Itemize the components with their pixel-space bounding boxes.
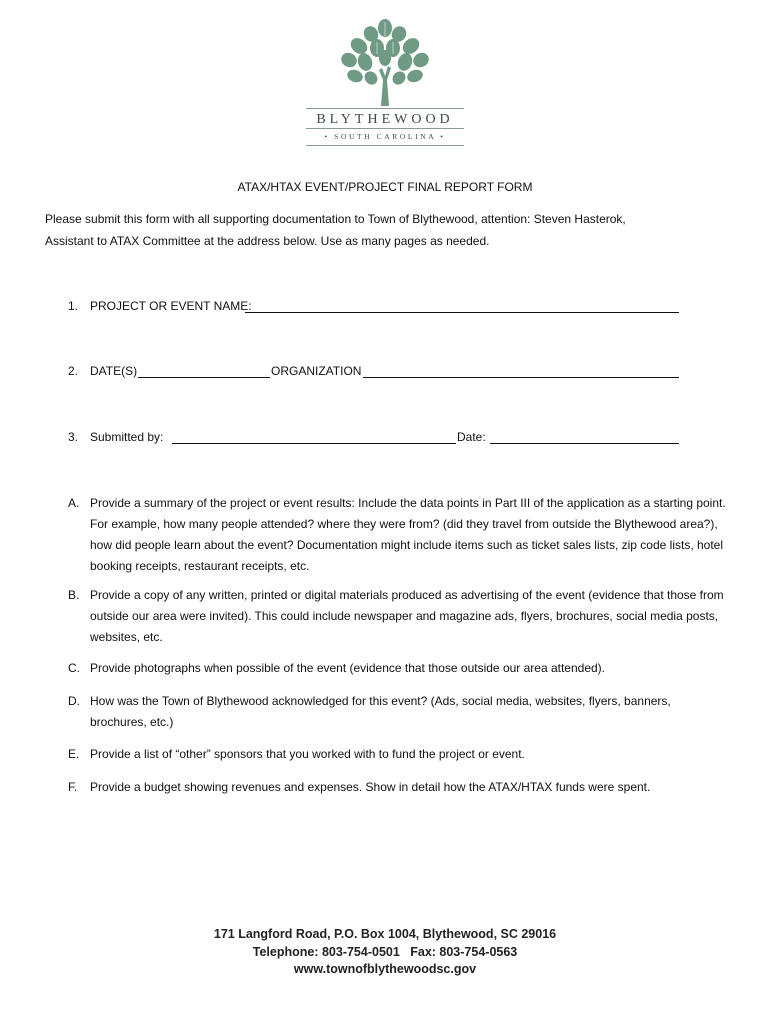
organization-blank[interactable] <box>363 364 679 378</box>
item-text: How was the Town of Blythewood acknowledged for this event? (Ads, social media, websites, flyers, banners, brochures, etc.) <box>90 694 671 729</box>
item-text: Provide a budget showing revenues and expenses. Show in detail how the ATAX/HTAX funds were spent. <box>90 780 651 794</box>
project-name-blank[interactable] <box>245 299 679 313</box>
date-blank[interactable] <box>490 430 679 444</box>
item-letter: A. <box>68 496 80 510</box>
footer-phone: Telephone: 803-754-0501 Fax: 803-754-0563 <box>252 944 518 959</box>
item-text: Provide a list of “other” sponsors that you worked with to fund the project or event. <box>90 747 525 761</box>
submitted-by-blank[interactable] <box>172 430 456 444</box>
field-number: 2. <box>68 364 79 378</box>
item-text: Provide a summary of the project or event results: Include the data points in Part III of the application as a starting point. For example, how many people attended? where they were from? (did they travel from outside the Blythewood area?), how did people learn about the event? Documentation might include items such as ticket sales lists, zip code lists, hotel booking receipts, restaurant receipts, etc. <box>90 496 726 573</box>
field-label-date: Date: <box>457 430 486 444</box>
logo-rule-middle <box>306 128 464 129</box>
blythewood-logo <box>300 18 470 148</box>
tree-icon <box>335 18 435 110</box>
item-letter: B. <box>68 588 80 602</box>
dates-blank[interactable] <box>138 364 270 378</box>
field-number: 1. <box>68 299 79 313</box>
form-intro <box>45 208 735 252</box>
field-project-name <box>68 299 688 317</box>
contact-footer <box>0 926 770 979</box>
item-letter: F. <box>68 780 78 794</box>
item-letter: E. <box>68 747 80 761</box>
logo-state: • SOUTH CAROLINA • <box>324 132 446 141</box>
logo-rule-bottom <box>306 145 464 146</box>
intro-line-2: Assistant to ATAX Committee at the address below. Use as many pages as needed. <box>45 234 490 248</box>
form-title: ATAX/HTAX EVENT/PROJECT FINAL REPORT FORM <box>237 180 533 194</box>
field-number: 3. <box>68 430 79 444</box>
field-submitted-date <box>68 430 688 448</box>
footer-website[interactable]: www.townofblythewoodsc.gov <box>293 962 477 976</box>
item-letter: D. <box>68 694 80 708</box>
field-dates-organization <box>68 364 688 382</box>
logo-rule-top <box>306 108 464 109</box>
item-letter: C. <box>68 661 80 675</box>
field-label-organization: ORGANIZATION <box>271 364 362 378</box>
logo-name: BLYTHEWOOD <box>316 112 454 127</box>
item-text: Provide a copy of any written, printed or digital materials produced as advertising of the event (evidence that those from outside our area were invited). This could include newspaper and magazine ads, flyers, brochures, social media posts, websites, etc. <box>90 588 724 644</box>
field-label: PROJECT OR EVENT NAME: <box>90 299 252 313</box>
intro-line-1: Please submit this form with all supporting documentation to Town of Blythewood, attention: Steven Hasterok, <box>45 212 626 226</box>
item-text: Provide photographs when possible of the event (evidence that those outside our area attended). <box>90 661 606 675</box>
field-label-submitted: Submitted by: <box>90 430 164 444</box>
field-label-dates: DATE(S) <box>90 364 138 378</box>
footer-address: 171 Langford Road, P.O. Box 1004, Blythewood, SC 29016 <box>213 927 557 941</box>
